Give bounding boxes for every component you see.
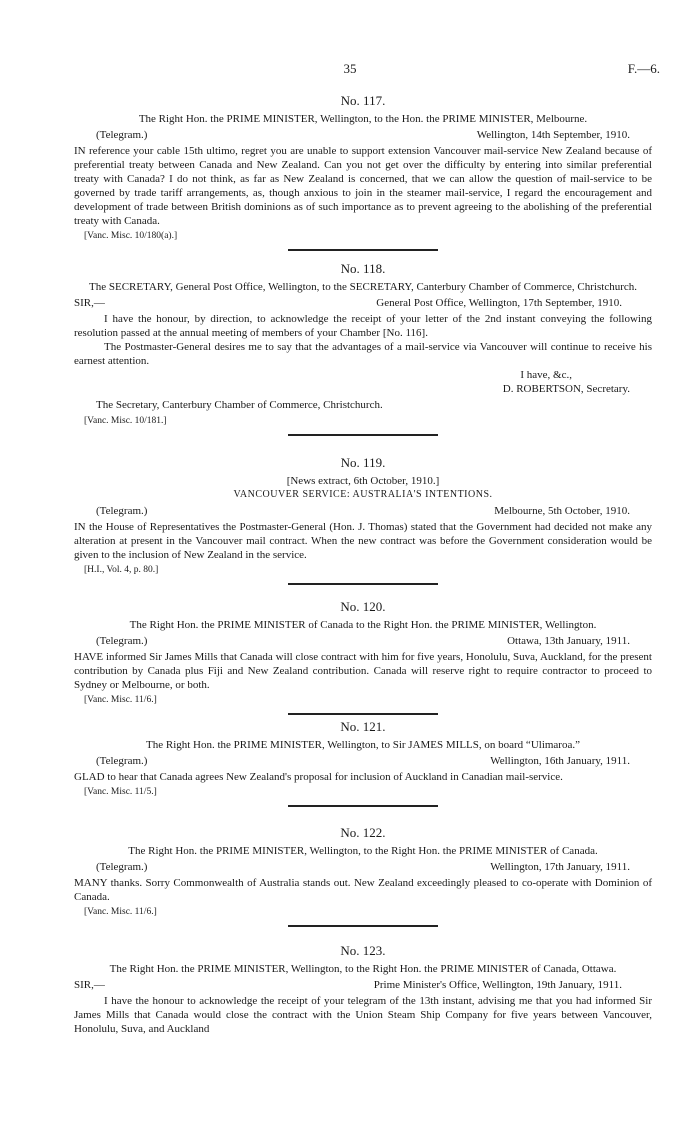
section-heading: The SECRETARY, General Post Office, Wellington, to the SECRETARY, Canterbury Chamber of Commerce, Christchurch.	[89, 281, 637, 293]
section-number: No. 119.	[340, 455, 386, 470]
section-number: No. 117.	[340, 93, 386, 108]
section-body: IN reference your cable 15th ultimo, regret you are unable to support extension Vancouver mail-service New Zealand because of preferential treaty between Canada and New Zealand. Can you not get over the difficulty by entering into similar preferential treaty with Canada? I do not think, as far as New Zealand is concerned, that we can allow the question of mail-service to be governed by trade tariff arrangements, as, though anxious to join in the steamer mail-service, I regard the encouragement and development of trade between British dominions as of such importance as to prevent agreeing to the abolishing of the preferential treaty with Canada.	[74, 145, 652, 227]
place-date: Wellington, 17th January, 1911.	[490, 861, 630, 873]
section-heading: The Right Hon. the PRIME MINISTER, Wellington, to the Right Hon. the PRIME MINISTER of Canada, Ottawa.	[109, 963, 617, 975]
section-body: HAVE informed Sir James Mills that Canada will close contract with him for five years, Honolulu, Suva, Auckland, for the present contribution by Canada plus Fiji and New Zealand contribution. Canada will reserve right to require contractor to proceed to Sydney or Melbourne, or both.	[74, 651, 652, 691]
telegram-line	[74, 860, 652, 874]
section-heading: The Right Hon. the PRIME MINISTER, Wellington, to the Right Hon. the PRIME MINISTER of Canada.	[128, 845, 598, 857]
telegram-line	[74, 128, 652, 142]
closing: I have, &c.,	[520, 369, 572, 381]
section-119	[74, 456, 652, 585]
section-118	[74, 262, 652, 436]
section-subheading-2: VANCOUVER SERVICE: AUSTRALIA'S INTENTIONS.	[233, 489, 493, 500]
section-number: No. 122.	[340, 825, 386, 840]
salutation: SIR,—	[74, 297, 105, 309]
telegram-line	[74, 754, 652, 768]
section-body-paragraph-1: I have the honour, by direction, to acknowledge the receipt of your letter of the 2nd instant conveying the following resolution passed at the annual meeting of members of your Chamber [No. 116].	[74, 313, 652, 339]
section-divider	[288, 713, 438, 715]
place-date: Prime Minister's Office, Wellington, 19th January, 1911.	[373, 979, 622, 991]
section-123	[74, 944, 652, 1036]
section-reference: [Vanc. Misc. 10/181.]	[84, 416, 167, 426]
section-heading: The Right Hon. the PRIME MINISTER, Wellington, to the Hon. the PRIME MINISTER, Melbourne.	[138, 113, 588, 125]
signature: D. ROBERTSON, Secretary.	[502, 383, 630, 395]
place-date: Wellington, 16th January, 1911.	[490, 755, 630, 767]
section-117	[74, 94, 652, 251]
section-reference: [Vanc. Misc. 11/6.]	[84, 695, 157, 705]
type-label: (Telegram.)	[96, 505, 148, 517]
section-121	[74, 720, 652, 807]
salutation-line	[74, 978, 652, 992]
section-divider	[288, 925, 438, 927]
section-reference: [Vanc. Misc. 11/5.]	[84, 787, 157, 797]
type-label: (Telegram.)	[96, 635, 148, 647]
section-heading: The Right Hon. the PRIME MINISTER, Wellington, to Sir JAMES MILLS, on board “Ulimaroa.”	[146, 739, 580, 751]
section-122	[74, 826, 652, 927]
section-body: GLAD to hear that Canada agrees New Zealand's proposal for inclusion of Auckland in Canadian mail-service.	[74, 771, 563, 783]
section-body: IN the House of Representatives the Postmaster-General (Hon. J. Thomas) stated that the Government had decided not make any alteration at present in the Vancouver mail contract. When the new contract was before the Government consideration would be given to the inclusion of New Zealand in the service.	[74, 521, 652, 561]
section-reference: [H.I., Vol. 4, p. 80.]	[84, 565, 159, 575]
place-date: Wellington, 14th September, 1910.	[476, 129, 630, 141]
place-date: General Post Office, Wellington, 17th September, 1910.	[376, 297, 622, 309]
salutation: SIR,—	[74, 979, 105, 991]
section-heading: The Right Hon. the PRIME MINISTER of Canada to the Right Hon. the PRIME MINISTER, Wellington.	[129, 619, 597, 631]
page-number: 35	[343, 61, 357, 76]
section-body-paragraph-2: The Postmaster-General desires me to say that the advantages of a mail-service via Vancouver will continue to receive his earnest attention.	[74, 341, 652, 367]
telegram-line	[74, 634, 652, 648]
section-120	[74, 600, 652, 715]
salutation-line	[74, 296, 652, 310]
section-divider	[288, 249, 438, 251]
section-body-paragraph-1: I have the honour to acknowledge the receipt of your telegram of the 13th instant, advising me that you had informed Sir James Mills that Canada would close the contract with the Union Steam Ship Company for five years between Vancouver, Honolulu, Suva, and Auckland	[74, 995, 652, 1035]
telegram-line	[74, 504, 652, 518]
section-body: MANY thanks. Sorry Commonwealth of Australia stands out. New Zealand exceedingly pleased to co-operate with Dominion of Canada.	[74, 877, 652, 903]
section-subheading: [News extract, 6th October, 1910.]	[286, 475, 440, 487]
place-date: Ottawa, 13th January, 1911.	[507, 635, 630, 647]
section-number: No. 118.	[340, 261, 386, 276]
addressee: The Secretary, Canterbury Chamber of Commerce, Christchurch.	[96, 399, 383, 411]
document-reference: F.—6.	[627, 61, 660, 76]
type-label: (Telegram.)	[96, 861, 148, 873]
section-divider	[288, 805, 438, 807]
place-date: Melbourne, 5th October, 1910.	[494, 505, 630, 517]
section-divider	[288, 434, 438, 436]
section-reference: [Vanc. Misc. 11/6.]	[84, 907, 157, 917]
section-number: No. 120.	[340, 599, 386, 614]
type-label: (Telegram.)	[96, 129, 148, 141]
section-number: No. 123.	[340, 943, 386, 958]
type-label: (Telegram.)	[96, 755, 148, 767]
section-number: No. 121.	[340, 719, 386, 734]
section-reference: [Vanc. Misc. 10/180(a).]	[84, 231, 178, 241]
section-divider	[288, 583, 438, 585]
